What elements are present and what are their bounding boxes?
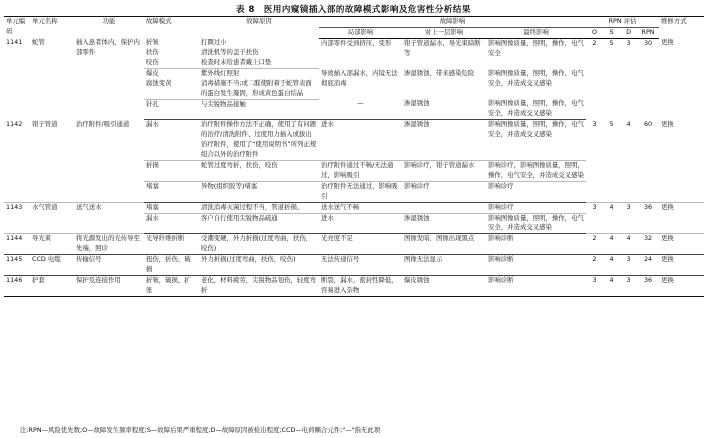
unit-function: 插入患者体内，保护内部零件 <box>76 38 140 57</box>
final-effect: 影响图像质量，照明，操作，电气安全，并造成交叉感染 <box>486 213 586 234</box>
rpn-s: 4 <box>603 202 620 234</box>
upper-effect <box>402 202 486 213</box>
failure-cause: 客户自行使用尖锐物品疏通 <box>199 213 319 234</box>
table-footnote: 注:RPN—风险优先数;O—故障发生频率程度;S—故障后果严重程度;D—故障原因被检出程度;CCD—电荷耦合元件;"—"指无此项 <box>20 426 381 434</box>
final-effect: 影响诊断 <box>486 234 586 255</box>
rpn-o: 3 <box>586 120 603 202</box>
final-effect: 影响图像质量，照明，操作，电气安全，并造成交叉感染 <box>486 120 586 161</box>
unit-code: 1145 <box>4 255 30 276</box>
failure-mode: 针孔 <box>144 99 199 119</box>
maintenance: 更换 <box>659 202 704 234</box>
table-row <box>4 38 704 48</box>
final-effect: 影响图像质量，照明，操作，电气安全，并造成交叉感染 <box>488 68 584 87</box>
unit-name: 护套 <box>30 276 74 297</box>
table-row <box>4 120 704 161</box>
local-effect: 送水送气不畅 <box>319 202 402 213</box>
table-row <box>4 202 704 213</box>
failure-mode: 扭伤，折伤，破损 <box>144 255 199 276</box>
upper-effect: 图像无法显示 <box>402 255 486 276</box>
upper-effect: 渗湿锈蚀 <box>402 120 486 161</box>
local-effect: 治疗附件无法通过，影响吸引 <box>319 181 402 202</box>
table-title: 表 8 医用内窥镜插入部的故障模式影响及危害性分析结果 <box>236 5 471 15</box>
final-effect: 影响诊疗 <box>486 181 586 202</box>
failure-cause: 受潮变硬，外力折损(过度弯曲，扶伤，咬伤) <box>199 234 319 255</box>
rpn-d: 4 <box>620 120 637 202</box>
header-upper-effect: 对上一层影响 <box>402 27 486 38</box>
rpn-value: 30 <box>643 38 653 47</box>
table-row <box>4 276 704 297</box>
rpn-o: 2 <box>592 38 597 47</box>
upper-effect: 爆皮锈蚀 <box>402 276 486 297</box>
rpn-value: 36 <box>637 276 659 297</box>
failure-cause: 外力折损(过度弯曲，扶伤，咬伤) <box>199 255 319 276</box>
rpn-d: 3 <box>620 276 637 297</box>
upper-effect: 渗湿锈蚀，带来感染危险 <box>404 68 475 77</box>
unit-name: 导光束 <box>30 234 74 255</box>
header-function: 功能 <box>74 17 144 39</box>
table-row <box>4 255 704 276</box>
failure-mode: 漏水 <box>144 120 199 161</box>
unit-function: 保护及连接作用 <box>74 276 144 297</box>
header-failure-cause: 故障原因 <box>199 17 319 39</box>
failure-mode: 堵塞 <box>144 181 199 202</box>
local-effect: 导致插入部漏水，内镜无法彻底消毒 <box>321 68 398 87</box>
header-unit-name: 单元名称 <box>30 17 74 39</box>
upper-effect: 渗湿锈蚀 <box>402 213 486 234</box>
rpn-o: 3 <box>586 276 603 297</box>
failure-mode: 光导纤维折断 <box>144 234 199 255</box>
header-maintenance: 维修方式 <box>659 17 704 39</box>
failure-mode: 漏水 <box>144 213 199 234</box>
failure-cause: 清洗机等的盖子扶伤 <box>201 48 259 57</box>
rpn-d: 3 <box>626 38 631 47</box>
header-rpn: RPN <box>637 27 659 38</box>
rpn-value: 36 <box>637 202 659 234</box>
rpn-value: 32 <box>637 234 659 255</box>
header-o: O <box>586 27 603 38</box>
unit-code: 1143 <box>4 202 30 234</box>
unit-name: CCD 电缆 <box>30 255 74 276</box>
failure-cause: 紫外线灯照射 <box>201 69 240 78</box>
rpn-s: 4 <box>603 255 620 276</box>
rpn-s: 4 <box>603 276 620 297</box>
failure-cause: 检查时未给患者戴上口垫 <box>199 58 319 68</box>
failure-cause: 异物(组织胶等)堵塞 <box>199 181 319 202</box>
rpn-d: 3 <box>620 202 637 234</box>
unit-name: 蛇管 <box>32 38 45 47</box>
rpn-value: 60 <box>637 120 659 202</box>
failure-cause: 蛇管过度弯折，扶伤，咬伤 <box>199 160 319 181</box>
unit-function: 将光源发出的光传导至先端，照诊 <box>74 234 144 255</box>
unit-name: 钳子管道 <box>30 120 74 202</box>
unit-function: 送气送水 <box>74 202 144 234</box>
failure-mode: 扶伤 <box>146 48 159 57</box>
rpn-o: 2 <box>586 255 603 276</box>
unit-name: 水气管道 <box>30 202 74 234</box>
unit-code: 1141 <box>6 38 23 47</box>
local-effect: 断裂，漏水，密封性降低，容易进入杂物 <box>319 276 402 297</box>
unit-code: 1142 <box>4 120 30 202</box>
header-rpn-eval: RPN 评估 <box>586 17 659 28</box>
final-effect: 影响诊疗，影响图像质量，照明，操作，电气安全，并造成交叉感染 <box>486 160 586 181</box>
upper-effect: 影响诊疗，钳子管道漏水 <box>402 160 486 181</box>
rpn-value: 24 <box>637 255 659 276</box>
failure-cause: 消毒措施不当;或二醛使附着于蛇管表面的蛋白发生凝固，形成黄色蛋白结晶 <box>199 79 319 99</box>
header-failure-effect: 故障影响 <box>319 17 586 28</box>
maintenance: 更换 <box>659 276 704 297</box>
failure-mode: 爆皮 <box>146 69 159 78</box>
local-effect: 光亮度不足 <box>319 234 402 255</box>
upper-effect: 图像发暗，图像出现黑点 <box>402 234 486 255</box>
failure-cause: 与尖锐物品接触 <box>199 99 319 119</box>
table-row <box>4 234 704 255</box>
maintenance: 更换 <box>659 234 704 255</box>
upper-effect: 影响诊疗 <box>402 181 486 202</box>
unit-function: 治疗附件/吸引通道 <box>74 120 144 202</box>
rpn-s: 5 <box>603 120 620 202</box>
local-effect: 进水 <box>319 213 402 234</box>
maintenance: 更换 <box>659 255 704 276</box>
header-s: S <box>603 27 620 38</box>
local-effect: 进水 <box>319 120 402 161</box>
header-final-effect: 最终影响 <box>486 27 586 38</box>
final-effect: 影响诊疗 <box>486 202 586 213</box>
failure-cause: 老化，材料疲劳，尖锐物品划伤，轻度弯折 <box>199 276 319 297</box>
failure-mode: 腐蚀变黄 <box>144 79 199 99</box>
unit-code: 1144 <box>4 234 30 255</box>
unit-function: 传输信号 <box>74 255 144 276</box>
header-unit-code: 单元编码 <box>4 17 30 39</box>
local-effect: 无法传递信号 <box>319 255 402 276</box>
final-effect: 影响诊断 <box>486 276 586 297</box>
header-local-effect: 局部影响 <box>319 27 402 38</box>
rpn-o: 3 <box>586 202 603 234</box>
header-d: D <box>620 27 637 38</box>
rpn-d: 3 <box>620 255 637 276</box>
rpn-o: 2 <box>586 234 603 255</box>
failure-mode: 折皱 <box>146 38 159 47</box>
unit-code: 1146 <box>4 276 30 297</box>
rpn-s: 4 <box>603 234 620 255</box>
failure-cause: 打圈过小 <box>201 38 227 47</box>
failure-mode: 堵塞 <box>144 202 199 213</box>
fmea-table <box>4 16 704 297</box>
upper-effect: 渗湿锈蚀 <box>402 99 486 119</box>
failure-mode: 折皱，破损，扩张 <box>144 276 199 297</box>
local-effect: 内部零件受到挤压、变形 <box>321 38 392 47</box>
failure-mode: 折损 <box>144 160 199 181</box>
final-effect: 影响诊断 <box>486 255 586 276</box>
failure-cause: 清洗消毒灭菌过程不当，管道折损、 <box>199 202 319 213</box>
rpn-d: 4 <box>620 234 637 255</box>
upper-effect: 钳子管道漏水，导光束暗断等 <box>404 38 481 57</box>
final-effect: 影响图像质量，照明，操作，电气安全，并造成交叉感染 <box>486 99 586 119</box>
maintenance: 更换 <box>661 38 674 47</box>
header-failure-mode: 故障模式 <box>144 17 199 39</box>
failure-mode: 咬伤 <box>144 58 199 68</box>
local-effect: — <box>319 99 402 119</box>
maintenance: 更换 <box>659 120 704 202</box>
rpn-s: 5 <box>609 38 614 47</box>
local-effect: 治疗附件通过不畅/无法通过，影响吸引 <box>319 160 402 181</box>
failure-cause: 治疗附件操作方法不正确，使用了有问题的治疗/清洗附件、过度用力插入或拔出治疗附件，使用了“使用说明书”所列正规组合以外的治疗附件 <box>199 120 319 161</box>
final-effect: 影响图像质量，照明，操作，电气安全 <box>488 38 584 57</box>
